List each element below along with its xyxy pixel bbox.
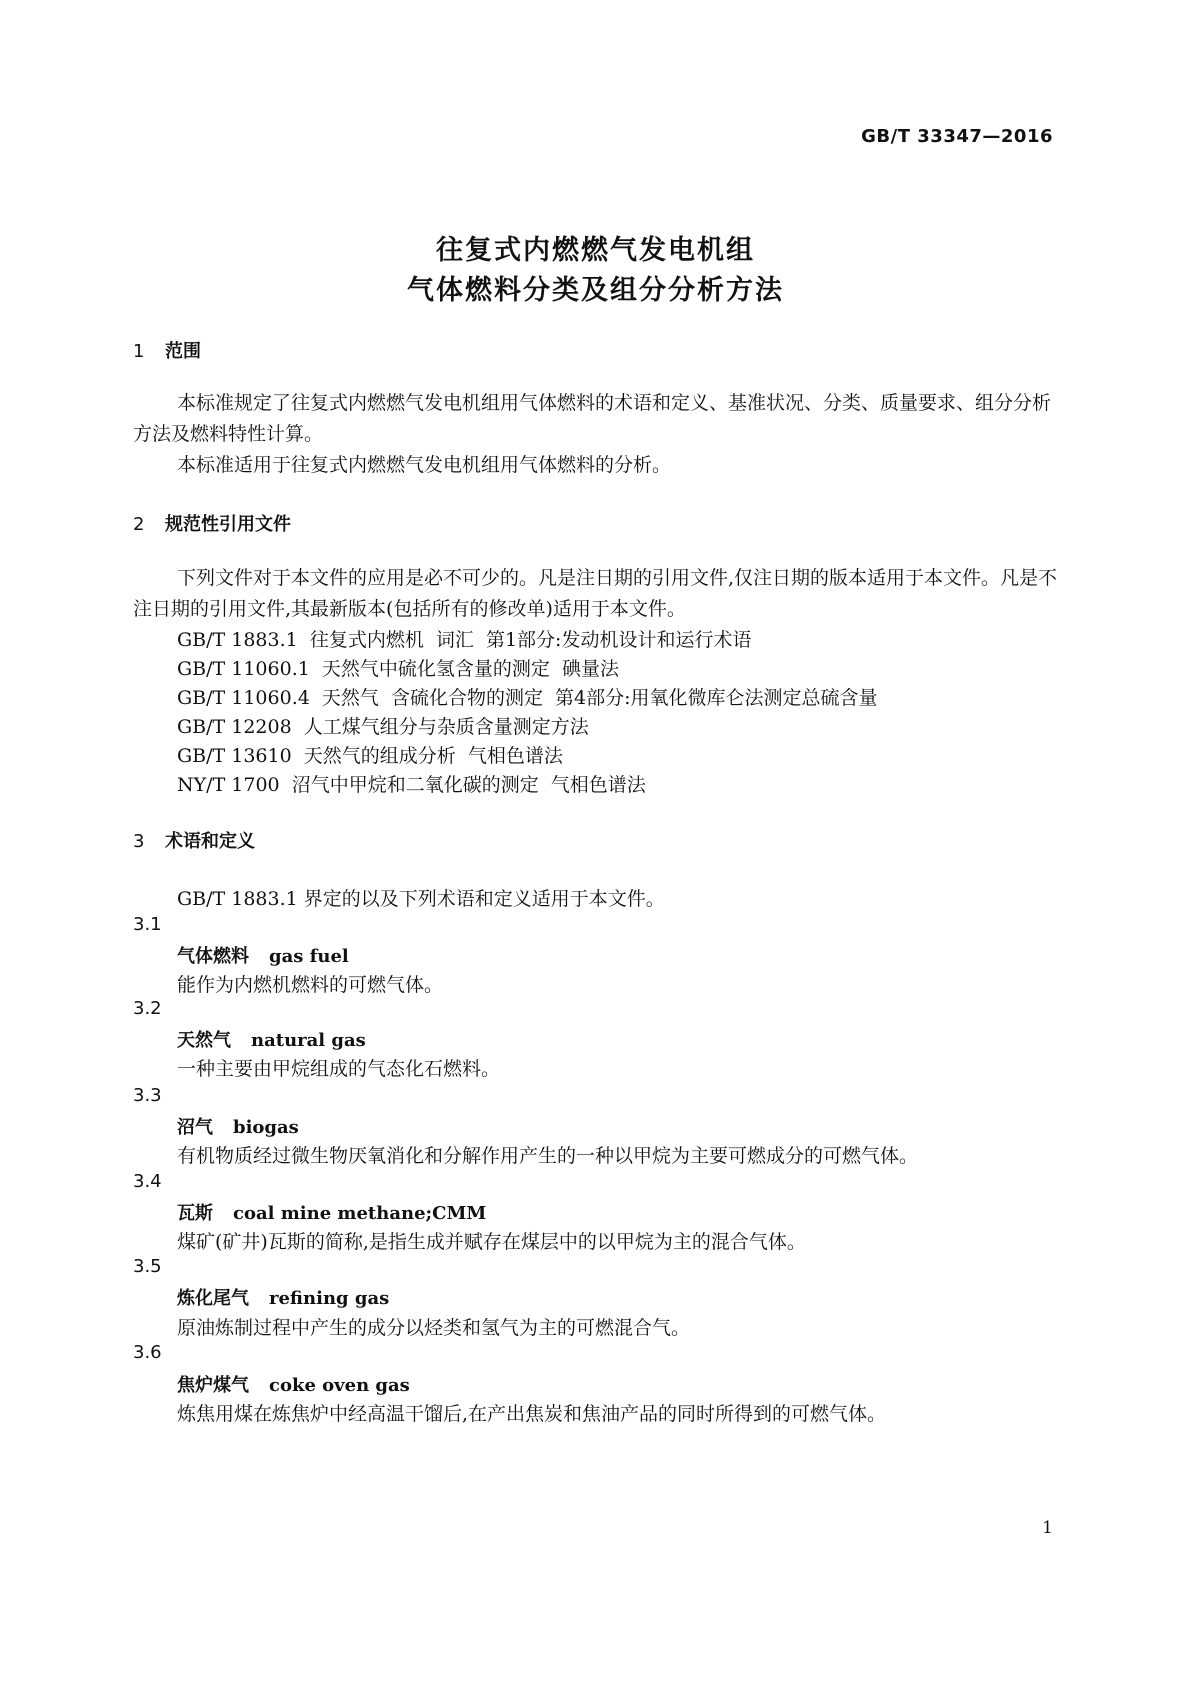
term-definition: 原油炼制过程中产生的成分以烃类和氢气为主的可燃混合气。	[177, 1317, 691, 1339]
term-definition: 炼焦用煤在炼焦炉中经高温干馏后,在产出焦炭和焦油产品的同时所得到的可燃气体。	[177, 1403, 887, 1425]
section-1-heading	[133, 337, 201, 363]
section-number: 2	[133, 514, 145, 535]
reference-item: GB/T 11060.4 天然气 含硫化合物的测定 第4部分:用氧化微库仑法测定总硫含量	[177, 687, 878, 709]
term-zh: 天然气	[177, 1030, 231, 1051]
standard-code: GB/T 33347—2016	[861, 126, 1053, 147]
clause-number: 3.5	[133, 1256, 162, 1277]
term-heading	[177, 1026, 366, 1052]
clause-number: 3.2	[133, 998, 162, 1019]
reference-item: GB/T 12208 人工煤气组分与杂质含量测定方法	[177, 716, 589, 738]
clause-number: 3.3	[133, 1085, 162, 1106]
term-heading	[177, 1113, 299, 1139]
reference-item: GB/T 1883.1 往复式内燃机 词汇 第1部分:发动机设计和运行术语	[177, 629, 752, 651]
term-heading	[177, 1199, 486, 1225]
term-heading	[177, 1284, 389, 1310]
term-en: biogas	[233, 1117, 299, 1138]
term-en: coke oven gas	[269, 1375, 410, 1396]
clause-number: 3.1	[133, 914, 162, 935]
section-number: 3	[133, 831, 145, 852]
section-3-heading	[133, 827, 255, 853]
document-title-line-1: 往复式内燃燃气发电机组	[436, 235, 755, 266]
term-en: refining gas	[269, 1288, 390, 1309]
term-definition: 有机物质经过微生物厌氧消化和分解作用产生的一种以甲烷为主要可燃成分的可燃气体。	[177, 1145, 919, 1167]
terms-intro: GB/T 1883.1 界定的以及下列术语和定义适用于本文件。	[177, 888, 665, 910]
normative-references-intro: 下列文件对于本文件的应用是必不可少的。凡是注日期的引用文件,仅注日期的版本适用于本文件。凡是不注日期的引用文件,其最新版本(包括所有的修改单)适用于本文件。	[133, 567, 1058, 620]
term-en: coal mine methane;CMM	[233, 1203, 487, 1224]
term-en: natural gas	[251, 1030, 366, 1051]
reference-item: GB/T 13610 天然气的组成分析 气相色谱法	[177, 745, 563, 767]
term-zh: 炼化尾气	[177, 1288, 249, 1309]
section-number: 1	[133, 341, 145, 362]
section-title: 术语和定义	[165, 831, 255, 852]
section-title: 规范性引用文件	[165, 514, 291, 535]
term-zh: 沼气	[177, 1117, 213, 1138]
term-definition: 一种主要由甲烷组成的气态化石燃料。	[177, 1058, 501, 1080]
clause-number: 3.4	[133, 1171, 162, 1192]
section-2-heading	[133, 510, 291, 536]
clause-number: 3.6	[133, 1342, 162, 1363]
reference-item: GB/T 11060.1 天然气中硫化氢含量的测定 碘量法	[177, 658, 619, 680]
scope-paragraph-1: 本标准规定了往复式内燃燃气发电机组用气体燃料的术语和定义、基准状况、分类、质量要求、组分分析方法及燃料特性计算。	[133, 392, 1052, 445]
term-zh: 瓦斯	[177, 1203, 213, 1224]
section-title: 范围	[165, 341, 201, 362]
page-number: 1	[1042, 1518, 1053, 1538]
term-heading	[177, 942, 349, 968]
term-definition: 能作为内燃机燃料的可燃气体。	[177, 974, 444, 996]
term-en: gas fuel	[269, 946, 349, 967]
document-title-line-2: 气体燃料分类及组分分析方法	[407, 275, 784, 306]
term-zh: 焦炉煤气	[177, 1375, 249, 1396]
reference-item: NY/T 1700 沼气中甲烷和二氧化碳的测定 气相色谱法	[177, 774, 646, 796]
term-definition: 煤矿(矿井)瓦斯的简称,是指生成并赋存在煤层中的以甲烷为主的混合气体。	[177, 1231, 806, 1253]
term-zh: 气体燃料	[177, 946, 249, 967]
term-heading	[177, 1371, 410, 1397]
scope-paragraph-2: 本标准适用于往复式内燃燃气发电机组用气体燃料的分析。	[177, 454, 672, 476]
